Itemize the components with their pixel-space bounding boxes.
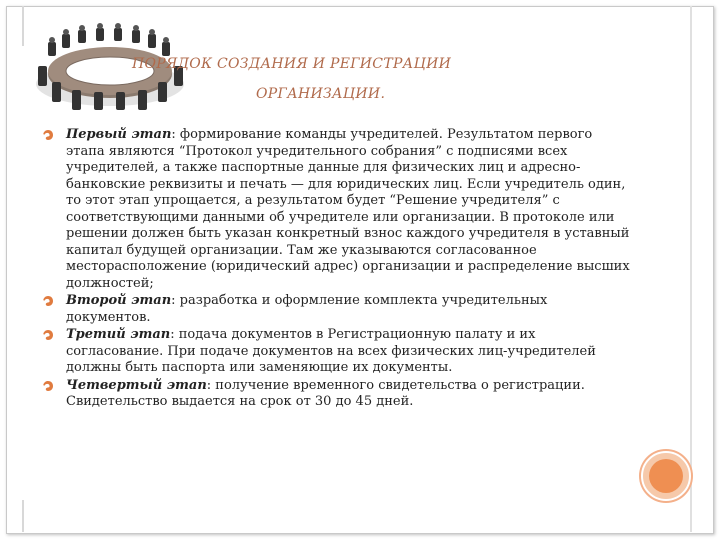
list-item: [42, 327, 632, 377]
decorative-rail-bottom: [22, 500, 24, 532]
list-item: [42, 378, 632, 411]
stage-text: : подача документов в Регистрационную палату и их согласование. При подаче документов на всех физических лиц-учредителей должны быть паспорта или заменяющие их документы.: [66, 327, 596, 375]
ornament-bullet-icon: [42, 129, 54, 141]
title-line-2: ОРГАНИЗАЦИИ.: [256, 86, 386, 102]
title-line-1: ПОРЯДОК СОЗДАНИЯ И РЕГИСТРАЦИИ: [132, 56, 452, 72]
orange-circle-icon: [641, 451, 691, 501]
stages-list: [42, 127, 632, 412]
stage-label: Второй этап: [66, 293, 172, 308]
stage-label: Третий этап: [66, 327, 171, 342]
decorative-rail-right: [690, 6, 692, 532]
ornament-bullet-icon: [42, 380, 54, 392]
ornament-bullet-icon: [42, 329, 54, 341]
stage-label: Первый этап: [66, 127, 172, 142]
stage-text: : формирование команды учредителей. Результатом первого этапа являются “Протокол учредительного собрания” с подписями всех учредителей, а также паспортные данные для физических лиц и адресно-банковские реквизиты и печать — для юридических лиц. Если учредитель один, то этот этап упрощается, а результатом будет “Решение учредителя” с соответствующими данными об учредителе или организации. В протоколе или решении должен быть указан конкретный взнос каждого учредителя в уставный капитал будущей организации. Там же указываются согласованное месторасположение (юридический адрес) организации и распределение высших должностей;: [66, 127, 630, 291]
stage-text: : получение временного свидетельства о регистрации. Свидетельство выдается на срок от 30 до 45 дней.: [66, 377, 585, 409]
ornament-bullet-icon: [42, 295, 54, 307]
list-item: [42, 293, 632, 326]
list-item: [42, 127, 632, 292]
orange-circle-inner: [649, 459, 683, 493]
decorative-rail-top: [22, 6, 24, 46]
stage-text: : разработка и оформление комплекта учредительных документов.: [66, 293, 548, 325]
stage-label: Четвертый этап: [66, 377, 207, 393]
